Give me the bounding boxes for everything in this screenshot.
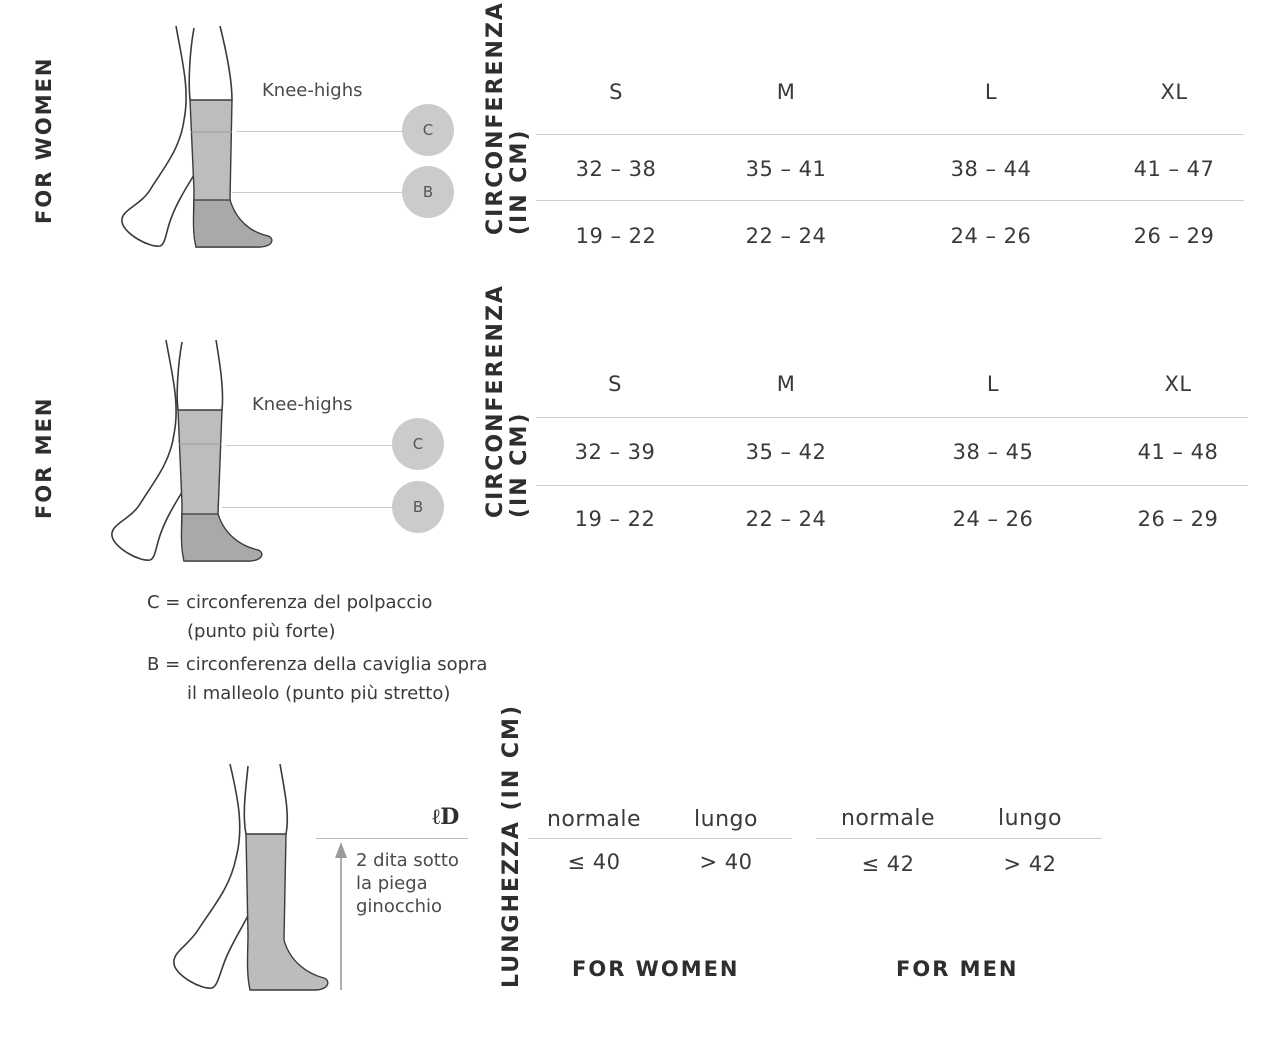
length-women-rule — [528, 838, 792, 839]
women-leg-illustration — [110, 20, 280, 252]
length-axis-label: LUNGHEZZA (IN CM) — [499, 703, 524, 988]
women-c-marker: C — [402, 104, 454, 156]
length-men-rule — [816, 838, 1102, 839]
men-b-value: 22 – 24 — [745, 507, 827, 531]
women-size-header: L — [984, 80, 998, 104]
women-b-marker: B — [402, 166, 454, 218]
women-c-value: 32 – 38 — [575, 157, 657, 181]
men-axis-label-line1: CIRCONFERENZA — [483, 284, 508, 518]
men-c-value: 38 – 45 — [952, 440, 1034, 464]
men-size-header: XL — [1164, 372, 1192, 396]
women-b-value: 24 – 26 — [950, 224, 1032, 248]
length-marker: ℓD — [432, 804, 460, 830]
length-men-header: lungo — [998, 806, 1062, 831]
men-rule — [536, 485, 1248, 486]
women-product-label: Knee-highs — [262, 80, 363, 101]
length-leg-illustration — [168, 758, 338, 996]
length-note-line3: ginocchio — [356, 896, 443, 917]
women-c-leader — [236, 131, 406, 132]
men-size-header: M — [776, 372, 796, 396]
women-size-header: XL — [1160, 80, 1188, 104]
men-side-label: FOR MEN — [32, 396, 56, 519]
legend-c-line1: C = circonferenza del polpaccio — [147, 592, 433, 613]
women-b-value: 19 – 22 — [575, 224, 657, 248]
women-axis-label — [483, 1, 532, 235]
length-men-header: normale — [840, 806, 936, 831]
women-c-value: 41 – 47 — [1133, 157, 1215, 181]
women-b-value: 26 – 29 — [1133, 224, 1215, 248]
women-side-label: FOR WOMEN — [32, 56, 56, 224]
men-product-label: Knee-highs — [252, 394, 353, 415]
men-axis-label — [483, 284, 532, 518]
length-women-value: ≤ 40 — [567, 850, 621, 874]
length-women-header: normale — [546, 807, 642, 832]
men-b-value: 26 – 29 — [1137, 507, 1219, 531]
length-men-value: ≤ 42 — [861, 852, 915, 876]
length-note-line2: la piega — [356, 873, 428, 894]
length-sock — [246, 834, 328, 990]
men-b-value: 19 – 22 — [574, 507, 656, 531]
men-b-marker: B — [392, 481, 444, 533]
women-c-value: 35 – 41 — [745, 157, 827, 181]
length-arrow — [334, 840, 348, 992]
men-size-header: S — [608, 372, 622, 396]
men-rule — [536, 417, 1248, 418]
length-men-value: > 42 — [1003, 852, 1057, 876]
men-size-header: L — [986, 372, 1000, 396]
men-c-marker: C — [392, 418, 444, 470]
women-size-header: S — [609, 80, 623, 104]
men-c-value: 41 – 48 — [1137, 440, 1219, 464]
length-women-header: lungo — [694, 807, 758, 832]
women-rule — [536, 200, 1244, 201]
women-axis-label-line2: (IN CM) — [507, 128, 532, 235]
legend-b-line1: B = circonferenza della caviglia sopra — [147, 654, 488, 675]
women-axis-label-line1: CIRCONFERENZA — [483, 1, 508, 235]
men-c-leader — [226, 445, 396, 446]
men-c-value: 32 – 39 — [574, 440, 656, 464]
women-c-value: 38 – 44 — [950, 157, 1032, 181]
length-top-rule — [316, 838, 468, 839]
legend-c-line2: (punto più forte) — [187, 621, 336, 642]
length-note-line1: 2 dita sotto — [356, 850, 459, 871]
women-rule — [536, 134, 1244, 135]
length-women-label: FOR WOMEN — [572, 957, 740, 981]
men-b-leader — [222, 507, 396, 508]
women-b-leader — [232, 192, 406, 193]
men-c-value: 35 – 42 — [745, 440, 827, 464]
men-axis-label-line2: (IN CM) — [507, 411, 532, 518]
length-men-label: FOR MEN — [896, 957, 1019, 981]
length-women-value: > 40 — [699, 850, 753, 874]
legend-b-line2: il malleolo (punto più stretto) — [187, 683, 451, 704]
women-b-value: 22 – 24 — [745, 224, 827, 248]
men-b-value: 24 – 26 — [952, 507, 1034, 531]
women-size-header: M — [776, 80, 796, 104]
men-leg-illustration — [100, 334, 270, 566]
